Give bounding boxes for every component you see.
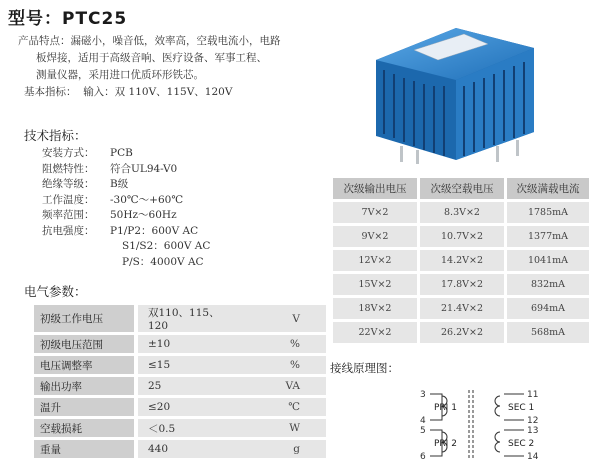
features-block	[18, 33, 328, 101]
tech-heading: 技术指标：	[24, 128, 87, 143]
electrical-heading: 电气参数：	[24, 284, 87, 299]
pri1-label: PRI 1	[434, 403, 457, 413]
features-line-3: 测量仪器，采用进口优质环形铁芯。	[36, 69, 204, 81]
wiring-heading: 接线原理图：	[330, 361, 399, 375]
table-row: 12V×2 14.2V×2 1041mA	[333, 250, 589, 271]
tech-row-extra: S1/S2：600V AC	[122, 240, 211, 252]
tech-row: 安装方式： PCB	[42, 147, 133, 159]
pin-3: 3	[420, 390, 426, 400]
table-row: 输出功率 25 VA	[34, 377, 326, 395]
tech-row-extra: P/S：4000V AC	[122, 255, 204, 268]
table-row: 空载损耗 ＜0.5 W	[34, 419, 326, 437]
pin-5: 5	[420, 426, 426, 436]
table-row: 18V×2 21.4V×2 694mA	[333, 298, 589, 319]
pin-14: 14	[527, 452, 539, 462]
basic-spec-label: 基本指标：	[24, 86, 77, 98]
table-row: 15V×2 17.8V×2 832mA	[333, 274, 589, 295]
pin-6: 6	[420, 452, 426, 462]
tech-row: 工作温度： -30℃～+60℃	[42, 193, 184, 206]
basic-spec-value: 输入：双 110V、115V、120V	[83, 86, 233, 98]
pin-13: 13	[527, 426, 539, 436]
table-row: 重量 440 g	[34, 440, 326, 458]
tech-specs	[42, 146, 210, 270]
table-row: 22V×2 26.2V×2 568mA	[333, 322, 589, 343]
tech-row: 阻燃特性： 符合UL94-V0	[42, 162, 178, 175]
tech-row: 频率范围： 50Hz～60Hz	[42, 209, 177, 221]
pin-12: 12	[527, 416, 539, 426]
table-row: 电压调整率 ≤15 %	[34, 356, 326, 374]
pin-11: 11	[527, 390, 539, 400]
transformer-product-image	[356, 0, 546, 168]
table-header-row: 次级输出电压 次级空载电压 次级满载电流	[333, 178, 589, 199]
sec1-label: SEC 1	[508, 403, 535, 413]
features-label: 产品特点：	[18, 35, 71, 47]
features-line-1: 产品特点：漏磁小，噪音低，效率高，空载电流小，电路	[18, 35, 281, 47]
table-row: 7V×2 8.3V×2 1785mA	[333, 202, 589, 223]
tech-row: 绝缘等级： B级	[42, 178, 129, 190]
output-table	[330, 175, 592, 346]
tech-row: 抗电强度： P1/P2：600V AC	[42, 224, 199, 237]
pri2-label: PRI 2	[434, 439, 457, 449]
features-line-2: 板焊接，适用于高级音响、医疗设备、军事工程、	[36, 52, 267, 64]
electrical-table	[34, 302, 326, 461]
table-row: 温升 ≤20 ℃	[34, 398, 326, 416]
table-row: 9V×2 10.7V×2 1377mA	[333, 226, 589, 247]
sec2-label: SEC 2	[508, 439, 535, 449]
table-row: 初级电压范围 ±10 %	[34, 335, 326, 353]
wiring-diagram	[416, 386, 566, 462]
basic-spec-line	[18, 84, 328, 101]
page-title: 型号：PTC25	[8, 9, 128, 29]
table-row: 初级工作电压 双110、115、120 V	[34, 305, 326, 332]
pin-4: 4	[420, 416, 426, 426]
